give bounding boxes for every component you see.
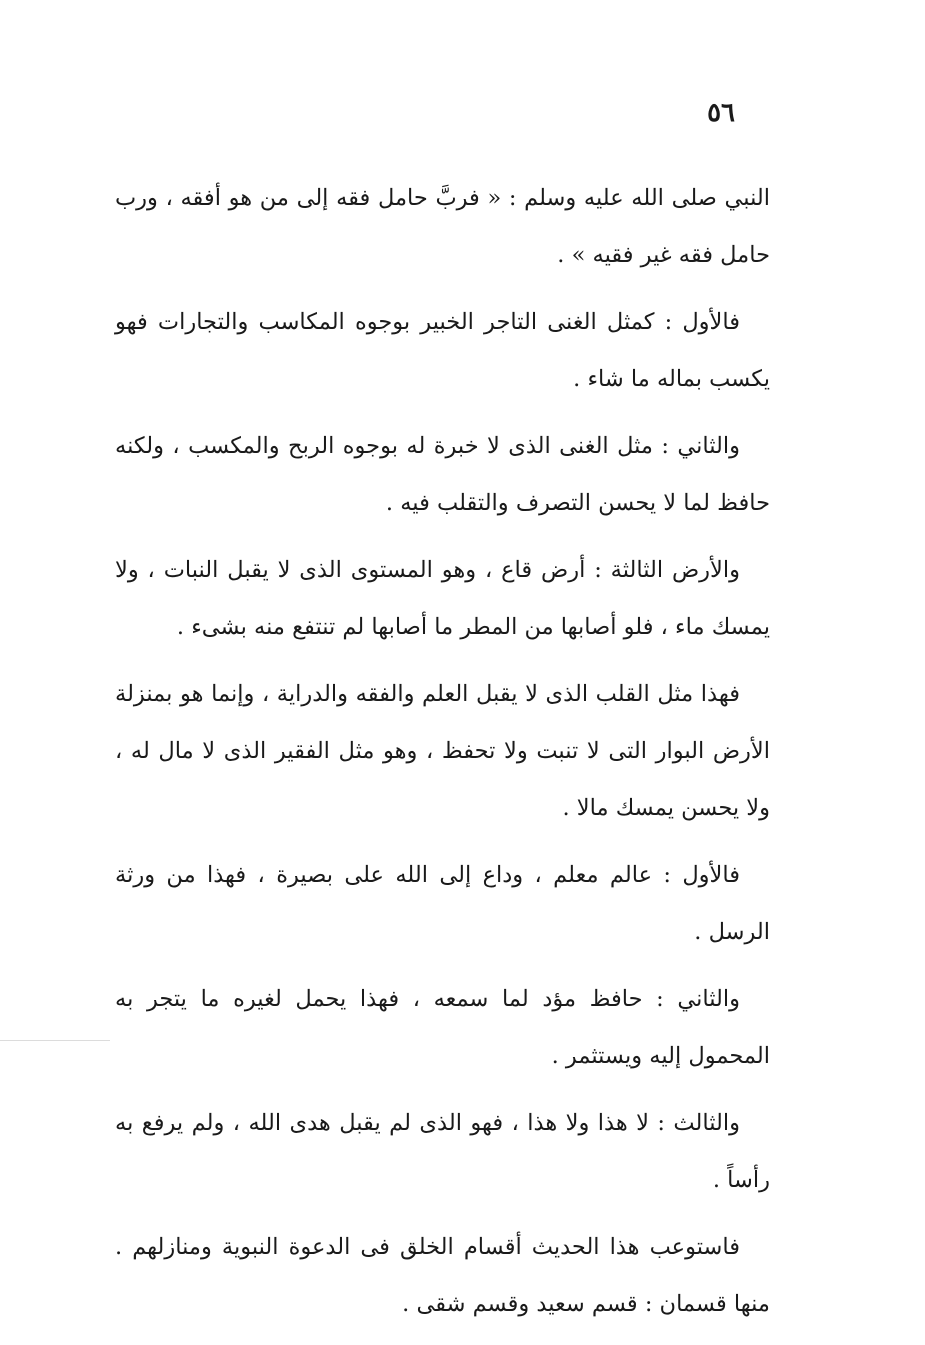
body-text [115,170,770,1343]
paragraph: والثالث : لا هذا ولا هذا ، فهو الذى لم يقبل هدى الله ، ولم يرفع به رأساً . [115,1110,770,1193]
paragraph: فالأول : عالم معلم ، وداع إلى الله على بصيرة ، فهذا من ورثة الرسل . [115,862,770,945]
paragraph: النبي صلى الله عليه وسلم : « فربَّ حامل فقه إلى من هو أفقه ، ورب حامل فقه غير فقيه » . [115,185,770,268]
paragraph: فهذا مثل القلب الذى لا يقبل العلم والفقه والدراية ، وإنما هو بمنزلة الأرض البوار التى لا تنبت ولا تحفظ ، وهو مثل الفقير الذى لا مال له ، ولا يحسن يمسك مالا . [115,681,770,821]
paragraph: والأرض الثالثة : أرض قاع ، وهو المستوى الذى لا يقبل النبات ، ولا يمسك ماء ، فلو أصابها من المطر ما أصابها لم تنتفع منه بشىء . [115,557,770,640]
paragraph: فالأول : كمثل الغنى التاجر الخبير بوجوه المكاسب والتجارات فهو يكسب بماله ما شاء . [115,309,770,392]
paragraph: والثاني : حافظ مؤد لما سمعه ، فهذا يحمل لغيره ما يتجر به المحمول إليه ويستثمر . [115,986,770,1069]
paragraph: فاستوعب هذا الحديث أقسام الخلق فى الدعوة النبوية ومنازلهم . منها قسمان : قسم سعيد وقسم شقى . [115,1234,770,1317]
paragraph: والثاني : مثل الغنى الذى لا خبرة له بوجوه الربح والمكسب ، ولكنه حافظ لما لا يحسن التصرف والتقلب فيه . [115,433,770,516]
page-number: ٥٦ [707,98,735,128]
page-edge-line [0,1040,110,1041]
